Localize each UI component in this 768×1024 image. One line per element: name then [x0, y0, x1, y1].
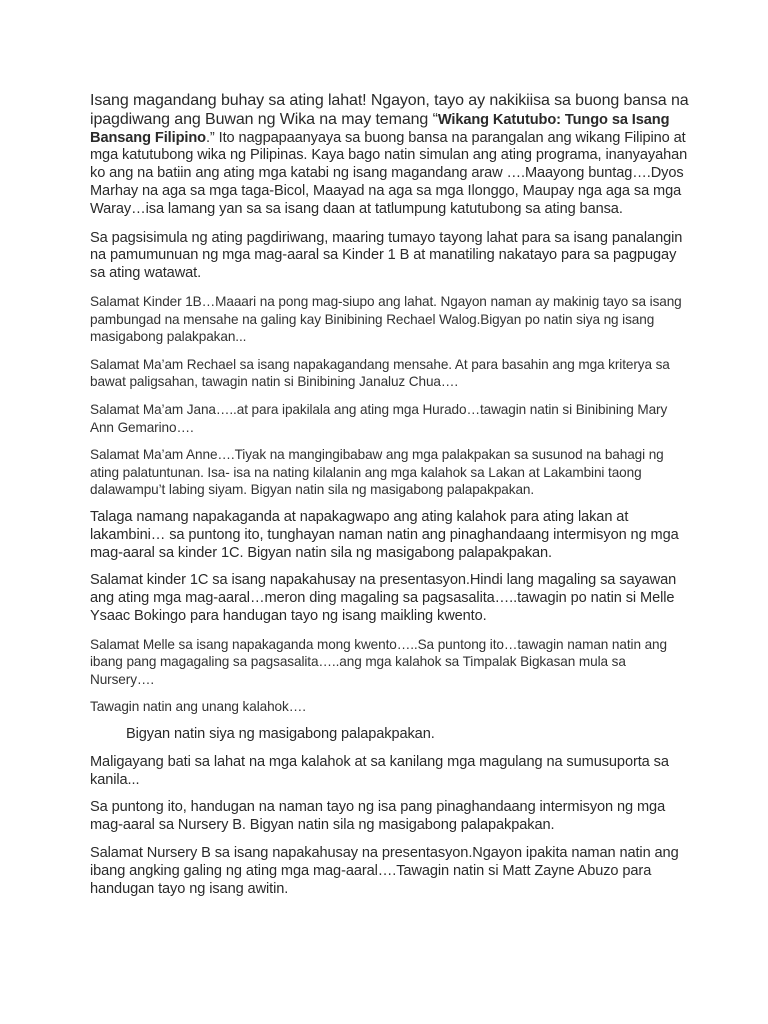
- paragraph-storytelling: Salamat kinder 1C sa isang napakahusay na presentasyon.Hindi lang magaling sa sayawan ang ating mga mag-aaral…meron ding magaling sa pagsasalita…..tawagin po natin si Melle Ysaac Bokingo para handugan tayo ng isang maikling kwento.: [90, 572, 677, 624]
- paragraph-song: Salamat Nursery B sa isang napakahusay na presentasyon.Ngayon ipakita naman natin ang ibang angking galing ng ating mga mag-aaral….Tawagin natin si Matt Zayne Abuzo para handugan tayo ng isang awitin.: [90, 845, 679, 897]
- paragraph-criteria: Salamat Ma’am Rechael sa isang napakagandang mensahe. At para basahin ang mga kriterya sa bawat paligsahan, tawagin natin si Binibining Janaluz Chua….: [90, 356, 670, 390]
- theme-title: Wikang Katutubo: Tungo sa Isang: [437, 111, 670, 128]
- paragraph-judges: Salamat Ma’am Jana…..at para ipakilala ang ating mga Hurado…tawagin natin si Binibining Mary Ann Gemarino….: [90, 401, 668, 435]
- paragraph-intermission-nursery: Sa puntong ito, handugan na naman tayo ng isa pang pinaghandaang intermisyon ng mga mag-aaral sa Nursery B. Bigyan natin sila ng masigabong palapakpakan.: [90, 799, 666, 834]
- paragraph-lakan-lakambini: Salamat Ma’am Anne….Tiyak na mangingibabaw ang mga palakpakan sa susunod na bahagi ng ating palatuntunan. Isa- isa na nating kilalanin ang mga kalahok sa Lakan at Lakambini taong dalawampu’t labing siyam. Bigyan natin sila ng masigabong palapakpakan.: [90, 447, 664, 498]
- intro-text-2: ipagdiwang ang Buwan ng Wika na may temang “: [90, 110, 438, 128]
- intro-line: [90, 92, 690, 111]
- paragraph-intermission-1c: Talaga namang napakaganda at napakagwapo ang ating kalahok para ating lakan at lakambini… sa puntong ito, tunghayan naman natin ang pinaghandaang intermisyon ng mga mag-aaral sa kinder 1C. Bigyan natin sila ng masigabong palapakpakan.: [90, 508, 679, 561]
- paragraph-greetings: Maligayang bati sa lahat na mga kalahok at sa kanilang mga magulang na sumusuporta sa kanila...: [90, 753, 669, 788]
- intro-text: Isang magandang buhay sa ating lahat! Ngayon, tayo ay nakikiisa sa buong bansa na: [90, 92, 689, 109]
- intro-rest: .” Ito nagpapaanyaya sa buong bansa na parangalan ang wikang Filipino at mga katutubong wika ng Pilipinas. Kaya bago natin simulan ang ating programa, inanyayahan ko ang na batiin ang ating mga katabi ng isang magandang araw ….Maayong buntag….Dyos Marhay na aga sa mga taga-Bicol, Maayad na aga sa mga Ilonggo, Maupay nga aga sa mga Waray…isa lamang yan sa sa isang daan at tatlumpung katutubong sa ating bansa.: [90, 129, 688, 217]
- paragraph-bigkasan: Salamat Melle sa isang napakaganda mong kwento…..Sa puntong ito…tawagin naman natin ang ibang pang magagaling sa pagsasalita…..ang mga kalahok sa Timpalak Bigkasan mula sa Nursery….: [90, 636, 667, 687]
- intro-paragraph: [90, 111, 690, 219]
- theme-title-2: Bansang Filipino: [90, 129, 206, 146]
- paragraph-prayer: Sa pagsisimula ng ating pagdiriwang, maaring tumayo tayong lahat para sa isang panalangin na pamumunuan ng mga mag-aaral sa Kinder 1 B at manatiling nakatayo para sa pagpugay sa ating watawat.: [90, 229, 683, 282]
- document-page: [90, 92, 690, 908]
- paragraph-first-contestant: Tawagin natin ang unang kalahok….: [90, 699, 306, 715]
- paragraph-applause: Bigyan natin siya ng masigabong palapakpakan.: [126, 726, 435, 743]
- paragraph-welcome-message: Salamat Kinder 1B…Maaari na pong mag-siupo ang lahat. Ngayon naman ay makinig tayo sa isang pambungad na mensahe na galing kay Binibining Rechael Walog.Bigyan po natin siya ng isang masigabong palakpakan...: [90, 293, 682, 345]
